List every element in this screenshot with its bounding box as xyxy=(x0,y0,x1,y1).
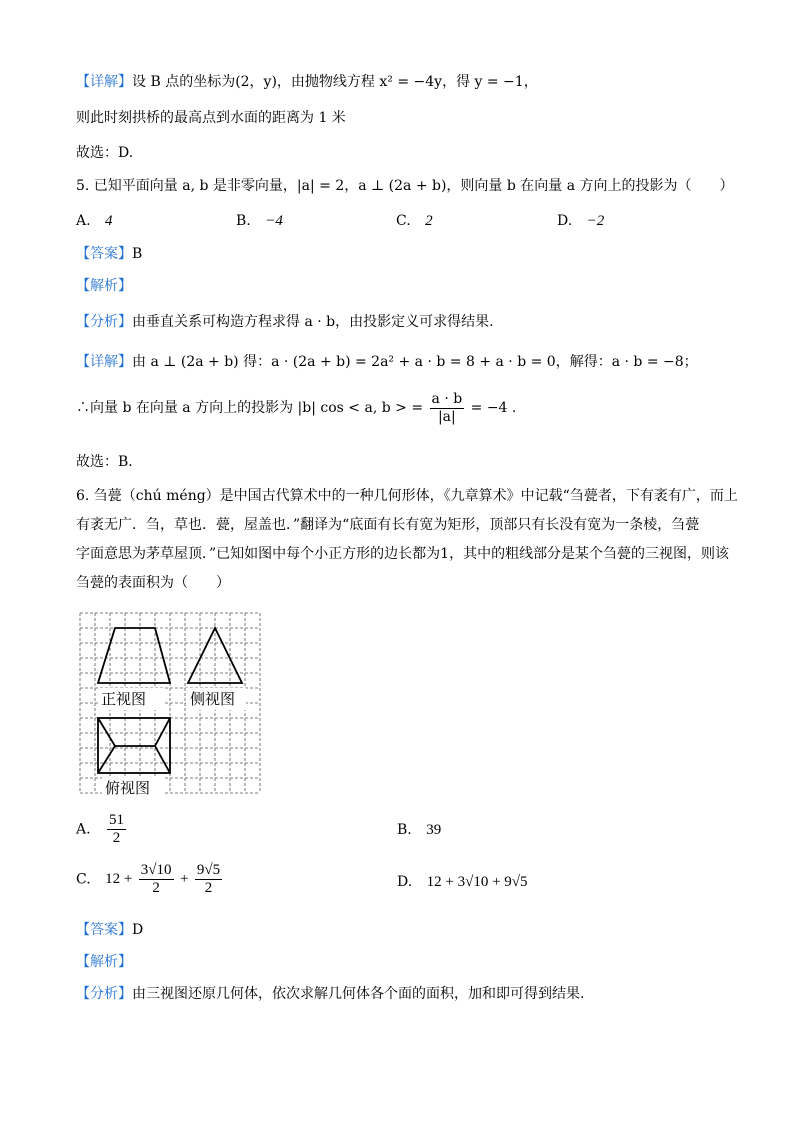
q6-stem-line-1: 6. 刍甍（chú méng）是中国古代算术中的一种几何形体，《九章算术》中记载“刍甍者，下有袤有广，而上 xyxy=(76,488,738,504)
projection-result: = −4 . xyxy=(470,400,517,416)
answer-tag: 【答案】 xyxy=(76,922,132,938)
fraction-denominator: 2 xyxy=(112,830,121,846)
answer-value: B xyxy=(132,246,143,262)
q5-choose-line: 故选：B. xyxy=(76,454,133,470)
q6-stem-line-3: 字面意思为茅草屋顶．”已知如图中每个小正方形的边长都为1，其中的粗线部分是某个刍甍的三视图，则该 xyxy=(76,546,730,562)
q5-detail-line xyxy=(76,352,698,372)
option-value: −2 xyxy=(586,213,605,229)
q5-stem: 5. 已知平面向量 a, b 是非零向量，|a| = 2，a ⊥ (2a + b)，则向量 b 在向量 a 方向上的投影为（ ） xyxy=(76,178,734,194)
q5-analysis-tag: 【解析】 xyxy=(76,278,132,294)
option-letter: D. xyxy=(557,213,573,229)
q6-option-a xyxy=(76,812,128,847)
q6-option-d xyxy=(397,874,528,891)
front-view-label: 正视图 xyxy=(101,690,147,708)
detail-tag: 【详解】 xyxy=(76,74,132,90)
option-letter: B. xyxy=(397,822,412,838)
fraction-denominator: 2 xyxy=(204,880,213,896)
fenxi-tag: 【分析】 xyxy=(76,986,132,1002)
q5-option-d xyxy=(557,213,604,230)
top-view-label: 俯视图 xyxy=(105,779,151,797)
prev-detail-text: 设 B 点的坐标为(2，y)，由抛物线方程 x² = −4y，得 y = −1， xyxy=(132,74,538,90)
answer-value: D xyxy=(132,922,144,938)
prev-choose-line: 故选：D. xyxy=(76,145,134,161)
option-letter: A. xyxy=(76,213,91,229)
option-value: 39 xyxy=(426,822,442,838)
option-value: 4 xyxy=(105,213,113,229)
projection-prefix: ∴向量 b 在向量 a 方向上的投影为 |b| cos < a, b > = xyxy=(76,400,424,416)
option-value: −4 xyxy=(265,213,283,229)
q6-stem-line-4: 刍甍的表面积为（ ） xyxy=(76,575,230,591)
option-c-prefix: 12 + xyxy=(105,871,133,887)
q5-option-b xyxy=(236,213,283,230)
q6-fenxi-line xyxy=(76,984,584,1004)
option-c-fraction-1 xyxy=(139,862,174,897)
fraction-numerator: 9√5 xyxy=(196,862,221,878)
q5-answer-line xyxy=(76,244,142,264)
fenxi-text: 由垂直关系可构造方程求得 a · b，由投影定义可求得结果. xyxy=(132,314,494,330)
option-c-fraction-2 xyxy=(195,862,222,897)
q6-analysis-tag: 【解析】 xyxy=(76,954,132,970)
q5-option-a xyxy=(76,213,113,230)
detail-tag: 【详解】 xyxy=(76,354,132,370)
projection-fraction xyxy=(430,391,465,426)
fraction-denominator: 2 xyxy=(152,880,160,896)
fraction-numerator: 3√10 xyxy=(140,862,172,878)
q6-option-b xyxy=(397,822,441,839)
option-fraction xyxy=(107,812,126,847)
q5-projection-line xyxy=(76,388,516,428)
answer-tag: 【答案】 xyxy=(76,246,132,262)
detail-text: 由 a ⊥ (2a + b) 得：a · (2a + b) = 2a² + a · b = 8 + a · b = 0，解得：a · b = −8； xyxy=(132,354,698,370)
option-letter: C. xyxy=(76,871,91,888)
option-value: 2 xyxy=(425,213,433,229)
option-letter: C. xyxy=(396,213,411,229)
option-value: 12 + 3√10 + 9√5 xyxy=(426,874,528,890)
option-letter: B. xyxy=(236,213,251,229)
q5-option-c xyxy=(396,213,433,230)
fenxi-tag: 【分析】 xyxy=(76,314,132,330)
q6-answer-line xyxy=(76,920,143,940)
option-c-plus: + xyxy=(179,871,189,887)
side-view-label: 侧视图 xyxy=(190,690,236,708)
option-letter: A. xyxy=(76,821,91,838)
q6-stem-line-2: 有袤无广．刍，草也．甍，屋盖也．”翻译为“底面有长有宽为矩形，顶部只有长没有宽为一条棱，刍甍 xyxy=(76,517,700,533)
fraction-numerator: 51 xyxy=(109,812,125,828)
three-view-figure xyxy=(70,605,270,800)
prev-detail-line xyxy=(76,72,538,92)
fraction-denominator: |a| xyxy=(437,408,456,425)
option-letter: D. xyxy=(397,874,413,890)
fraction-numerator: a · b xyxy=(431,390,463,407)
front-view-trapezoid xyxy=(98,628,170,683)
prev-distance-line: 则此时刻拱桥的最高点到水面的距离为 1 米 xyxy=(76,110,346,126)
fenxi-text: 由三视图还原几何体，依次求解几何体各个面的面积，加和即可得到结果. xyxy=(132,986,585,1002)
top-view-drawing xyxy=(98,718,170,773)
q5-fenxi-line xyxy=(76,312,494,332)
q6-option-c xyxy=(76,862,224,897)
